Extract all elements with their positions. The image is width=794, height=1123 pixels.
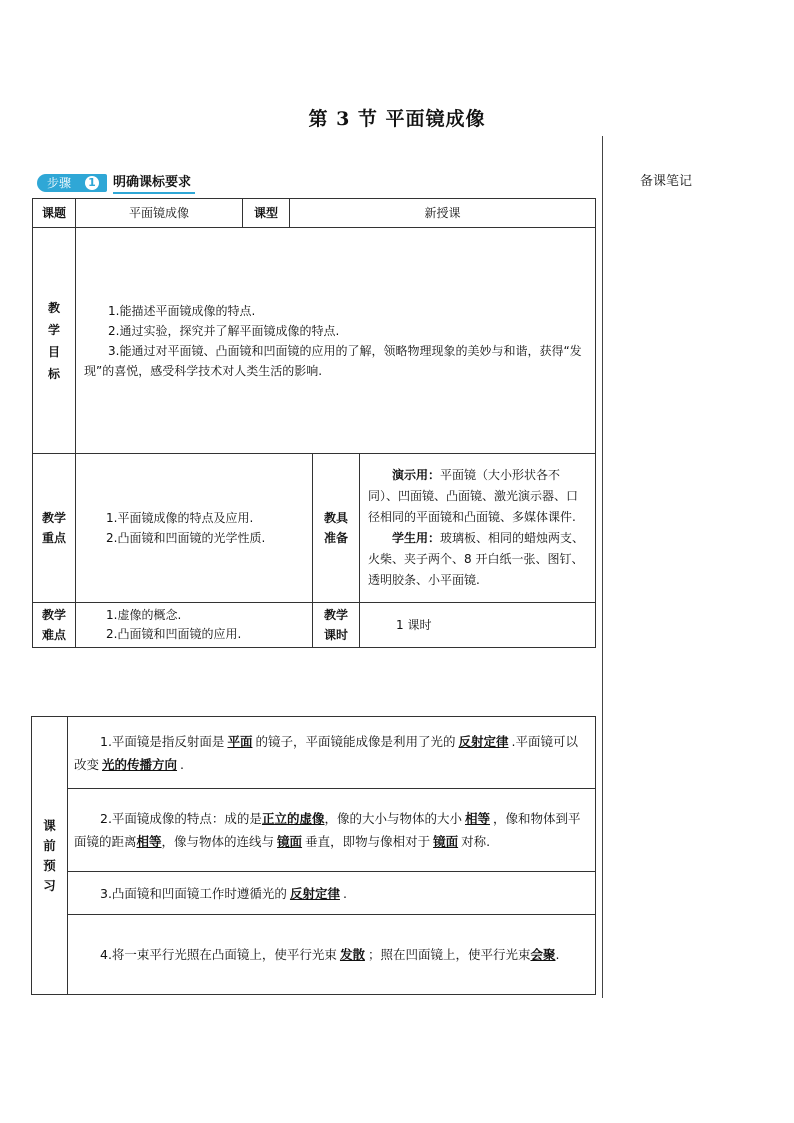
answer-text: 正立的虚像 [261,811,325,826]
tools-student [368,528,589,591]
tools-demo-text: 平面镜（大小形状各不同）、凹面镜、凸面镜、激光演示器、口径相同的平面镜和凸面镜、多媒体课件. [368,468,579,524]
key-point-item: 2.凸面镜和凹面镜的光学性质. [106,531,266,545]
tools-demo [368,465,589,528]
question-text: .平面镜可以改变 [74,733,578,772]
preview-item [68,789,596,872]
tools-student-label: 学生用： [392,531,441,545]
goal-item: 3.能通过对平面镜、凸面镜和凹面镜的应用的了解，领略物理现象的美妙与和谐，获得“发现”的喜悦，感受科学技术对人类生活的影响. [84,343,582,378]
answer-blank: 反射定律 [458,733,509,749]
tools-student-text: 玻璃板、相同的蜡烛两支、火柴、夹子两个、8 开白纸一张、图钉、透明胶条、小平面镜. [368,531,585,587]
question-text: . [555,947,560,962]
tools-demo-label: 演示用： [392,468,441,482]
question-text: 4.将一束平行光照在凸面镜上，使平行光束 [100,947,337,962]
preview-item-text [74,807,589,853]
answer-blank: 反射定律 [289,885,340,901]
tools-label: 教具 准备 [313,454,360,603]
step-badge-text: 步骤 [47,176,72,190]
question-text: 3.凸面镜和凹面镜工作时遵循光的 [100,885,287,901]
type-value: 新授课 [290,199,596,228]
question-text: . [180,756,185,772]
topic-value: 平面镜成像 [76,199,243,228]
preview-item-text [74,730,589,776]
lesson-info-table [32,198,596,648]
side-notes-label: 备课笔记 [640,174,693,189]
answer-text: 相等 [136,834,162,849]
preview-item-text [74,943,589,966]
hours-value: 1 课时 [360,603,596,648]
question-text: ，像和物体到平面镜的距离 [74,811,581,849]
preview-label: 课 前 预 习 [32,717,68,995]
question-text: 2.平面镜成像的特点：成的是 [100,811,262,826]
goals-content [76,228,596,454]
question-text: 1.平面镜是指反射面是 [100,733,225,749]
key-points-content [76,454,313,603]
question-text: . [342,885,347,901]
question-text: ，像与物体的连线与 [161,834,275,849]
answer-blank: 光的传播方向 [102,756,178,772]
answer-blank: 发散 [339,947,365,962]
answer-text: 会聚 [530,947,556,962]
question-text: ；照在凹面镜上，使平行光束 [367,947,531,962]
step-number: 1 [85,176,99,190]
hours-label: 教学 课时 [313,603,360,648]
key-point-item: 1.平面镜成像的特点及应用. [106,511,254,525]
difficult-point-item: 2.凸面镜和凹面镜的应用. [106,627,242,641]
preview-item-text [74,882,589,905]
goals-label: 教 学 目 标 [33,228,76,454]
question-text: 的镜子，平面镜能成像是利用了光的 [255,733,456,749]
answer-blank: 镜面 [433,834,459,849]
goal-item: 1.能描述平面镜成像的特点. [108,303,256,318]
preview-table [31,716,596,995]
page-title: 第 3 节 平面镜成像 [308,108,486,130]
key-points-label: 教学 重点 [33,454,76,603]
question-text: 垂直，即物与像相对于 [305,834,431,849]
preview-item [68,717,596,789]
answer-blank: 平面 [227,733,253,749]
step-badge [37,174,107,192]
step-title: 明确课标要求 [113,174,195,194]
preview-item [68,872,596,915]
preview-item [68,915,596,995]
difficult-points-label: 教学 难点 [33,603,76,648]
answer-blank: 镜面 [277,834,303,849]
type-label: 课型 [243,199,290,228]
topic-label: 课题 [33,199,76,228]
margin-divider [602,136,603,998]
goal-item: 2.通过实验，探究并了解平面镜成像的特点. [108,323,340,338]
tools-content [360,454,596,603]
question-text: 对称. [461,834,491,849]
difficult-point-item: 1.虚像的概念. [106,608,182,622]
question-text: ，像的大小与物体的大小 [324,811,462,826]
answer-blank: 相等 [464,811,490,826]
difficult-points-content [76,603,313,648]
